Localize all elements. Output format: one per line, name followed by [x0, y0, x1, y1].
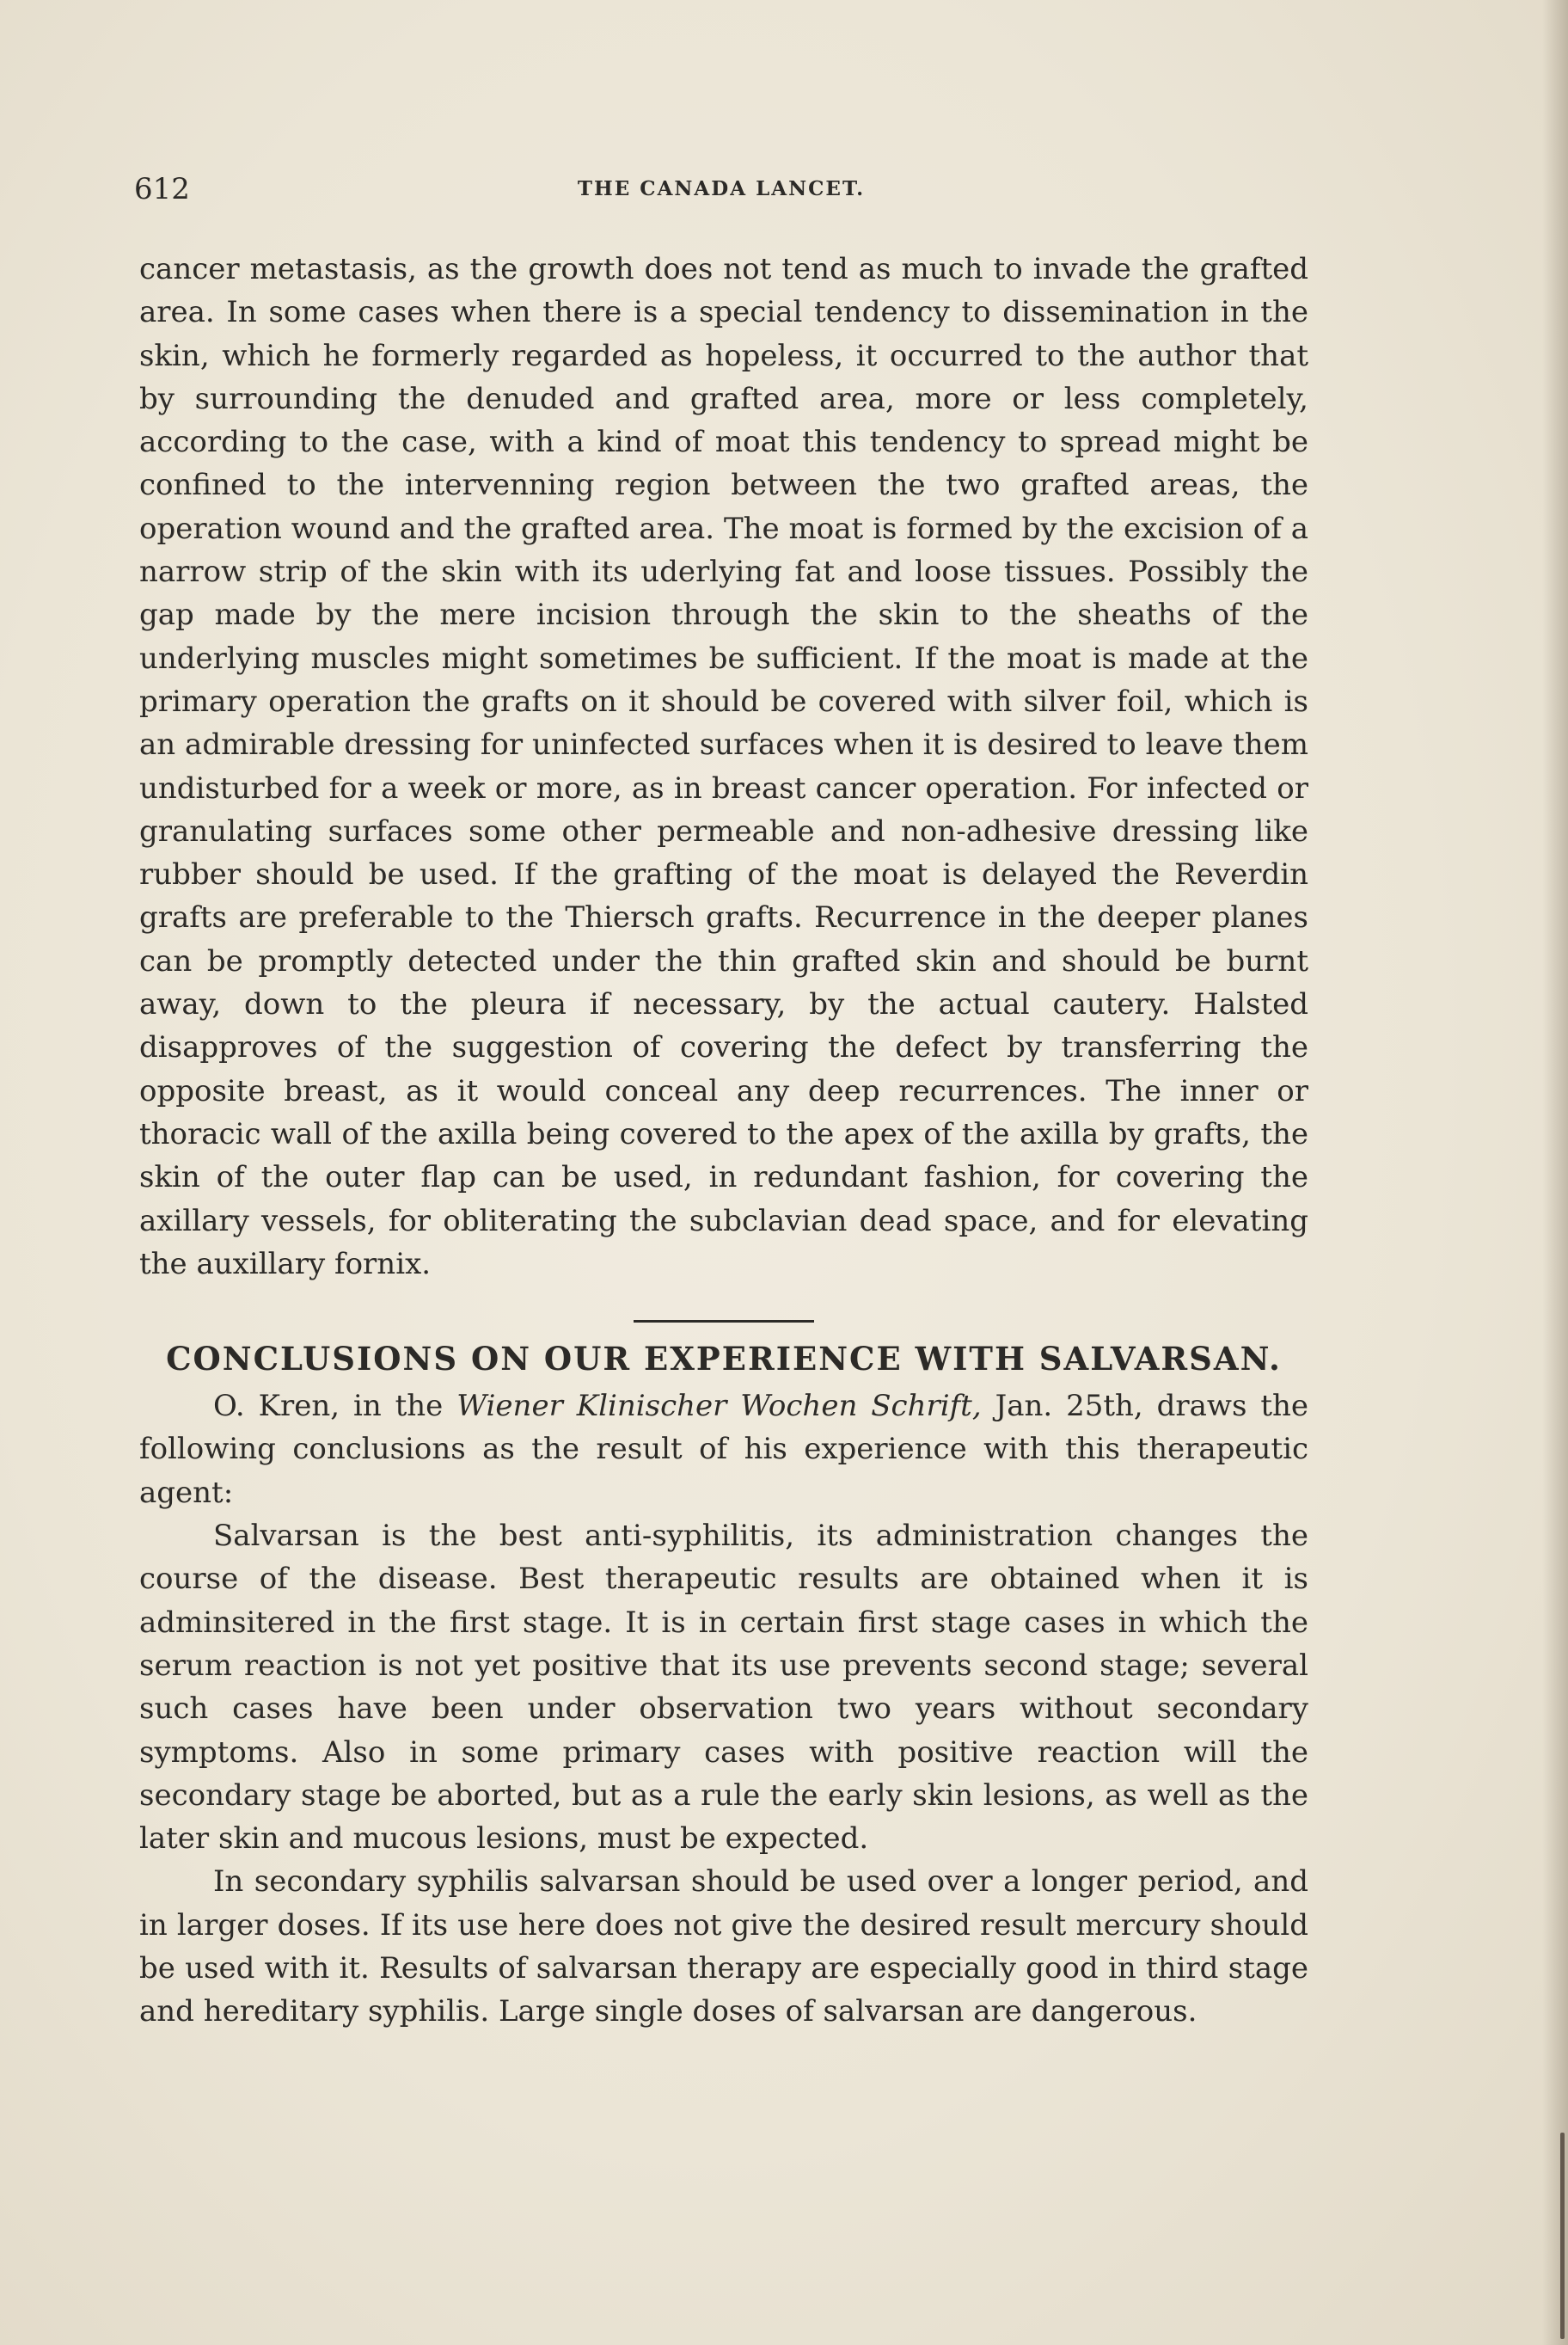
section-divider [634, 1320, 814, 1323]
page-edge-shadow [1542, 0, 1568, 2345]
intro-text-before: O. Kren, in the [213, 1389, 457, 1424]
page-edge-mark [1560, 2133, 1565, 2339]
journal-name: Wiener Klinischer Wochen Schrift, [456, 1389, 982, 1424]
running-head: THE CANADA LANCET. [577, 177, 866, 200]
section-title: CONCLUSIONS ON OUR EXPERIENCE WITH SALVARSAN. [166, 1340, 1282, 1378]
section-intro-paragraph [139, 1384, 1308, 1514]
section-paragraph-1: Salvarsan is the best anti-syphilitis, its administration changes the course of the disease. Best therapeutic results are obtained when it is adminsitered in the first stage. It is in certain first stage cases in which the serum reaction is not yet positive that its use prevents second stage; several such cases have been under observation two years without secondary symptoms. Also in some primary cases with positive reaction will the secondary stage be aborted, but as a rule the early skin lesions, as well as the later skin and mucous lesions, must be expected. [139, 1519, 1308, 1857]
page-number: 612 [134, 172, 190, 206]
page-header [134, 169, 1308, 210]
section-paragraph-2: In secondary syphilis salvarsan should be used over a longer period, and in larger doses. If its use here does not give the desired result mercury should be used with it. Results of salvarsan therapy are especially good in third stage and hereditary syphilis. Large single doses of salvarsan are dangerous. [139, 1864, 1308, 2029]
body-text [139, 248, 1308, 2034]
intro-text-after: Jan. 25th, draws the following conclusions as the result of his experience with this therapeutic agent: [139, 1389, 1309, 1510]
continued-paragraph: cancer metastasis, as the growth does not tend as much to invade the grafted area. In some cases when there is a special tendency to dissemination in the skin, which he formerly regarded as hopeless, it occurred to the author that by surrounding the denuded and grafted area, more or less completely, according to the case, with a kind of moat this tendency to spread might be confined to the intervenning region between the two grafted areas, the operation wound and the grafted area. The moat is formed by the excision of a narrow strip of the skin with its uderlying fat and loose tissues. Possibly the gap made by the mere incision through the skin to the sheaths of the underlying muscles might sometimes be sufficient. If the moat is made at the primary operation the grafts on it should be covered with silver foil, which is an admirable dressing for uninfected surfaces when it is desired to leave them undisturbed for a week or more, as in breast cancer operation. For infected or granulating surfaces some other permeable and non-adhesive dressing like rubber should be used. If the grafting of the moat is delayed the Reverdin grafts are preferable to the Thiersch grafts. Recurrence in the deeper planes can be promptly detected under the thin grafted skin and should be burnt away, down to the pleura if necessary, by the actual cautery. Halsted disapproves of the suggestion of covering the defect by transferring the opposite breast, as it would conceal any deep recurrences. The inner or thoracic wall of the axilla being covered to the apex of the axilla by grafts, the skin of the outer flap can be used, in redundant fashion, for covering the axillary vessels, for obliterating the subclavian dead space, and for elevating the auxillary fornix. [139, 252, 1308, 1281]
